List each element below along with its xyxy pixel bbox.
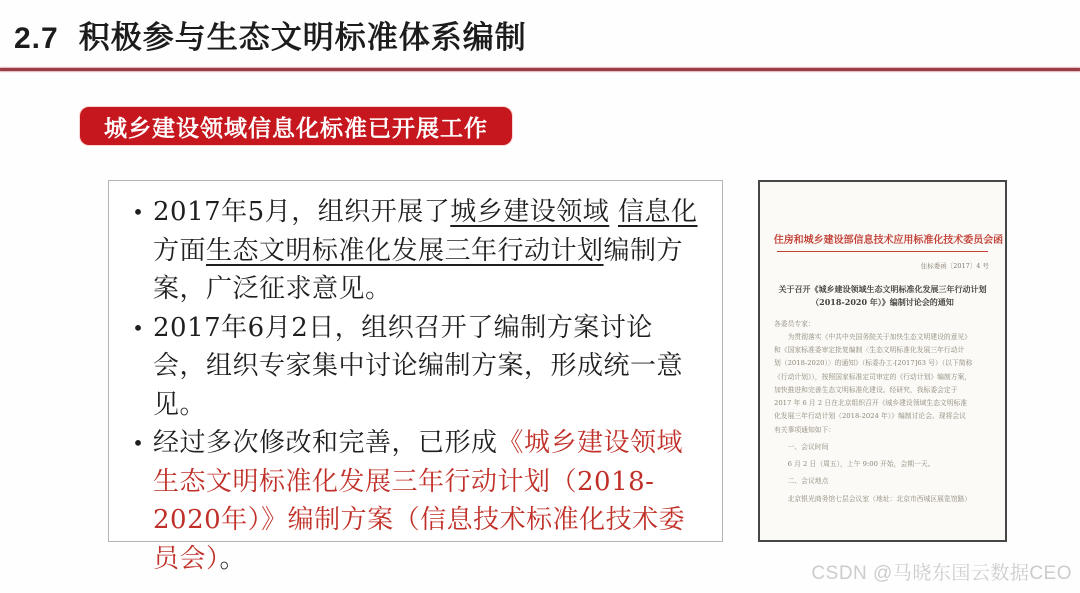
list-item <box>123 193 704 309</box>
text-segment-red: 《城乡建设领域生态文明标准化发展三年行动计划（2018-2020年）》编制方案（信息技术标准化技术委员会） <box>153 428 686 574</box>
bullet-list-box <box>108 180 723 574</box>
watermark: CSDN @马晓东国云数据CEO <box>811 563 1072 584</box>
list-item <box>123 309 704 425</box>
text-segment-underline: 生态文明标准化发展三年行动计划 <box>206 235 604 266</box>
section-number: 2.7 <box>14 22 59 55</box>
document-body-line: 有关事项通知如下： <box>774 425 836 434</box>
text-segment-plain: 经过多次修改和完善，已形成 <box>153 428 498 458</box>
document-body-line: 《行动计划》），按照国家标准定司审定的《行动计划》编制方案， <box>774 372 972 381</box>
header-divider <box>0 68 1080 71</box>
text-segment-plain <box>609 197 618 227</box>
bullet-text <box>153 424 704 578</box>
text-segment-plain: 编制方案，广泛征求意见。 <box>153 235 684 304</box>
document-body-line: 二、会议地点 <box>774 477 829 486</box>
document-thumbnail <box>758 180 1007 542</box>
slide-header <box>14 12 527 57</box>
document-body-line: 划（2018-2020）〉的通知》（标委办工-[2017]63 号）（以下简称 <box>774 359 973 368</box>
text-segment-underline: 城乡建设领域 <box>450 197 610 227</box>
document-body <box>774 318 991 506</box>
text-segment-plain: 2017年5月，组织开展了 <box>153 197 451 227</box>
document-body-line: 各委员专家： <box>774 319 815 328</box>
document-title: 住房和城乡建设部信息技术应用标准化技术委员会函 <box>773 234 1004 246</box>
document-body-line: 一、会议时间 <box>774 442 829 451</box>
bullet-icon: • <box>132 200 144 224</box>
document-body-line: 为贯彻落实《中共中央国务院关于加快生态文明建设的意见》 <box>774 332 972 341</box>
list-item <box>123 424 704 578</box>
bullet-text <box>153 309 704 425</box>
bullet-icon: • <box>132 431 144 455</box>
document-body-line: 6 月 2 日（周五），上午 9:00 开始，会期一天。 <box>774 460 935 469</box>
document-title-rule <box>777 251 988 252</box>
bullet-text <box>153 193 704 309</box>
document-body-line: 和《国家标准委审定批复编制〈生态文明标准化发展三年行动计 <box>774 346 965 355</box>
document-heading: 关于召开《城乡建设领域生态文明标准化发展三年行动计划（2018-2020 年）》编制讨论会的通知 <box>778 284 987 307</box>
document-number: 住标委函〔2017〕4 号 <box>920 262 989 270</box>
bullet-icon: • <box>132 315 144 340</box>
section-badge: 城乡建设领域信息化标准已开展工作 <box>80 107 512 145</box>
page-title: 积极参与生态文明标准体系编制 <box>78 20 527 55</box>
document-body-line: 化发展三年行动计划（2018-2024 年）》编制讨论会。现将会议 <box>774 412 966 421</box>
text-segment-plain: 2017年6月2日，组织召开了编制方案讨论会，组织专家集中讨论编制方案，形成统一意见。 <box>153 312 684 420</box>
text-segment-underline: 信息化 <box>618 197 698 227</box>
document-body-line: 2017 年 6 月 2 日在北京组织召开《城乡建设领域生态文明标准 <box>774 399 968 408</box>
document-body-line: 北京银光商务馆七层会议室（地址：北京市西城区展览馆路） <box>774 494 972 503</box>
text-segment-plain: 。 <box>219 543 247 574</box>
text-segment-plain: 方面 <box>153 235 207 266</box>
document-body-line: 加快推进和完善生态文明标准化建设。经研究，我标委会定于 <box>774 385 958 394</box>
